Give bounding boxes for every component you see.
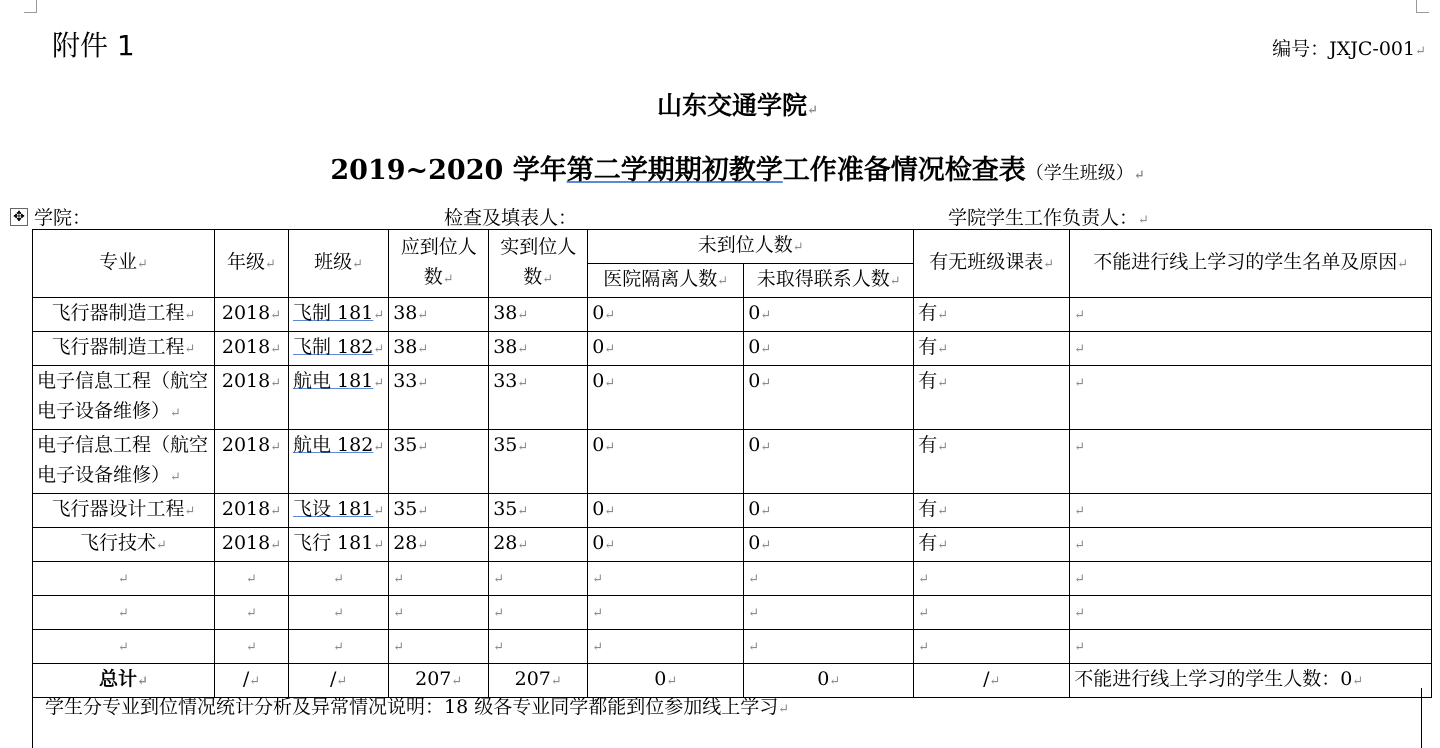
cell-hospital: 0↵ [588,430,744,494]
cell-class: 航电 181↵ [289,366,389,430]
cell-actual: 35↵ [489,430,588,494]
title-underlined-text: 第二学期期初教学 [566,155,783,186]
cell-expected: 28↵ [389,528,489,562]
empty-cell[interactable]: ↵ [389,596,489,630]
header-actual: 实到位人数↵ [489,230,588,298]
cell-note: ↵ [1070,366,1432,430]
empty-cell[interactable]: ↵ [215,630,289,664]
cell-expected: 35↵ [389,494,489,528]
attachment-label: 附件 1 [52,29,135,62]
cell-grade: 2018↵ [215,430,289,494]
empty-cell[interactable]: ↵ [489,630,588,664]
cell-note: ↵ [1070,430,1432,494]
empty-cell[interactable]: ↵ [914,596,1070,630]
page-corner-mark-right [1416,0,1429,13]
cell-schedule: 有↵ [914,298,1070,332]
empty-cell[interactable]: ↵ [389,562,489,596]
cell-major: 飞行器制造工程↵ [33,332,215,366]
empty-cell[interactable]: ↵ [744,630,914,664]
cell-no-contact: 0↵ [744,298,914,332]
cell-note: ↵ [1070,298,1432,332]
cell-major: 飞行技术↵ [33,528,215,562]
total-hospital: 0↵ [588,664,744,698]
header-no-contact: 未取得联系人数↵ [744,264,914,298]
meta-leader: 学院学生工作负责人：↵ [948,207,1149,229]
empty-cell[interactable]: ↵ [33,630,215,664]
cell-no-contact: 0↵ [744,332,914,366]
header-absent: 未到位人数↵ [588,230,914,264]
total-offline-count: 不能进行线上学习的学生人数：0↵ [1070,664,1432,698]
cell-expected: 38↵ [389,298,489,332]
header-grade: 年级↵ [215,230,289,298]
cell-actual: 38↵ [489,298,588,332]
empty-cell[interactable]: ↵ [1070,630,1432,664]
empty-cell[interactable]: ↵ [289,596,389,630]
header-major: 专业↵ [33,230,215,298]
cell-hospital: 0↵ [588,528,744,562]
cell-actual: 28↵ [489,528,588,562]
cell-class: 飞制 182↵ [289,332,389,366]
empty-cell[interactable]: ↵ [588,562,744,596]
cell-note: ↵ [1070,332,1432,366]
cell-schedule: 有↵ [914,366,1070,430]
table-row [33,332,1432,366]
total-grade: /↵ [215,664,289,698]
empty-cell[interactable]: ↵ [389,630,489,664]
cell-no-contact: 0↵ [744,494,914,528]
header-hospital: 医院隔离人数↵ [588,264,744,298]
table-row [33,528,1432,562]
empty-cell[interactable]: ↵ [33,596,215,630]
empty-cell[interactable]: ↵ [1070,562,1432,596]
cell-expected: 35↵ [389,430,489,494]
cell-major: 电子信息工程（航空电子设备维修）↵ [33,430,215,494]
analysis-note[interactable]: 学生分专业到位情况统计分析及异常情况说明：18 级各专业同学都能到位参加线上学习↵ [32,688,1422,748]
cell-actual: 38↵ [489,332,588,366]
cell-major: 电子信息工程（航空电子设备维修）↵ [33,366,215,430]
cell-major: 飞行器设计工程↵ [33,494,215,528]
empty-cell[interactable]: ↵ [588,630,744,664]
cell-note: ↵ [1070,528,1432,562]
empty-cell[interactable]: ↵ [215,562,289,596]
organization-name: 山东交通学院↵ [657,91,818,120]
cell-expected: 38↵ [389,332,489,366]
cell-no-contact: 0↵ [744,430,914,494]
empty-cell[interactable]: ↵ [489,596,588,630]
total-no-contact: 0↵ [744,664,914,698]
cell-hospital: 0↵ [588,298,744,332]
cell-schedule: 有↵ [914,494,1070,528]
empty-cell[interactable]: ↵ [744,596,914,630]
header-offline-list: 不能进行线上学习的学生名单及原因↵ [1070,230,1432,298]
empty-row [33,630,1432,664]
table-row [33,298,1432,332]
empty-row [33,562,1432,596]
meta-inspector: 检查及填表人： [444,207,578,229]
empty-cell[interactable]: ↵ [289,562,389,596]
empty-cell[interactable]: ↵ [744,562,914,596]
total-label: 总计↵ [33,664,215,698]
empty-cell[interactable]: ↵ [489,562,588,596]
cell-no-contact: 0↵ [744,528,914,562]
inspection-table [32,229,1432,698]
cell-grade: 2018↵ [215,494,289,528]
empty-cell[interactable]: ↵ [914,562,1070,596]
page-corner-mark-left [24,0,37,13]
cell-actual: 33↵ [489,366,588,430]
cell-grade: 2018↵ [215,298,289,332]
empty-cell[interactable]: ↵ [215,596,289,630]
document-code: 编号：JXJC-001↵ [1272,38,1426,60]
cell-grade: 2018↵ [215,366,289,430]
cell-class: 航电 182↵ [289,430,389,494]
empty-cell[interactable]: ↵ [914,630,1070,664]
empty-cell[interactable]: ↵ [289,630,389,664]
cell-expected: 33↵ [389,366,489,430]
cell-class: 飞设 181↵ [289,494,389,528]
cell-schedule: 有↵ [914,332,1070,366]
header-expected: 应到位人数↵ [389,230,489,298]
empty-row [33,596,1432,630]
table-move-handle-icon[interactable]: ✥ [10,208,28,226]
meta-college: 学院： [34,207,92,229]
empty-cell[interactable]: ↵ [1070,596,1432,630]
empty-cell[interactable]: ↵ [588,596,744,630]
total-class: /↵ [289,664,389,698]
cell-hospital: 0↵ [588,494,744,528]
cell-hospital: 0↵ [588,366,744,430]
cell-schedule: 有↵ [914,430,1070,494]
empty-cell[interactable]: ↵ [33,562,215,596]
cell-hospital: 0↵ [588,332,744,366]
cell-major: 飞行器制造工程↵ [33,298,215,332]
header-schedule: 有无班级课表↵ [914,230,1070,298]
total-schedule: /↵ [914,664,1070,698]
cell-grade: 2018↵ [215,332,289,366]
document-title: 2019~2020 学年第二学期期初教学工作准备情况检查表（学生班级）↵ [330,155,1145,186]
total-actual: 207↵ [489,664,588,698]
cell-class: 飞行 181↵ [289,528,389,562]
cell-schedule: 有↵ [914,528,1070,562]
header-class: 班级↵ [289,230,389,298]
title-subtitle: （学生班级） [1025,163,1134,184]
table-row [33,494,1432,528]
table-row [33,366,1432,430]
cell-no-contact: 0↵ [744,366,914,430]
table-row [33,430,1432,494]
total-expected: 207↵ [389,664,489,698]
cell-grade: 2018↵ [215,528,289,562]
cell-class: 飞制 181↵ [289,298,389,332]
cell-note: ↵ [1070,494,1432,528]
cell-actual: 35↵ [489,494,588,528]
